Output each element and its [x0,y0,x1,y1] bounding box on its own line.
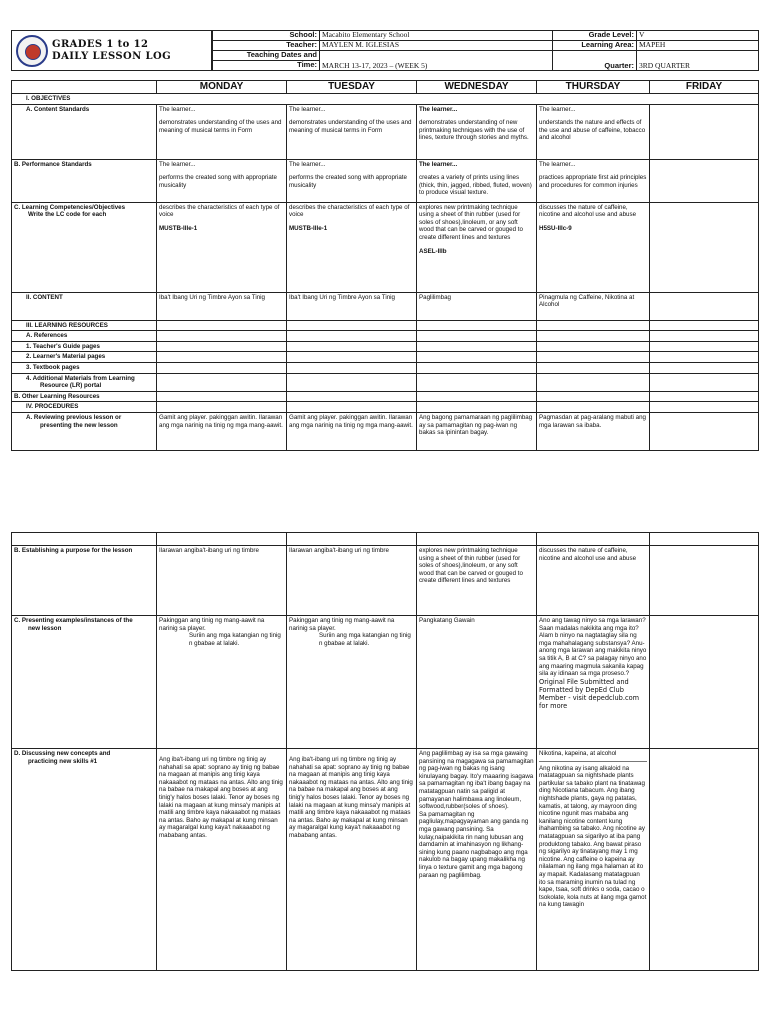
lc-monday: describes the characteristics of each type of voice MUSTB-IIIe-1 [157,202,287,292]
objectives-label: I. OBJECTIVES [12,94,759,105]
review-thursday: Pagmasdan at pag-aralang mabuti ang mga larawan sa ibaba. [537,412,650,450]
cs-wednesday: The learner... demonstrates understanding of new printmaking techniques with the use of lines, texture through stories and myths. [417,104,537,159]
performance-standards-label: B. Performance Standards [12,159,157,202]
content-tuesday: Iba't Ibang Uri ng Timbre Ayon sa Tinig [287,292,417,320]
header-info-table [212,30,759,71]
discussing-monday: Ang iba't-ibang uri ng timbre ng tinig ay nahahati sa apat: soprano ay tinig ng babae na magaan at manipis ang tinig kaya nakaaabot ng mataas na antas. Alto ang tinig na babae na makapal ang boses at ang tinig'y halos boses lalaki. Tenor ay boses ng lalaki na magaan at kung minsa'y manipis at matili ang timbre kaya nakaaabot ng mataas na antas. Baho ay makapal at kung minsan ay magaralgal kung kaya't nakaaabot ng mababang antas. [157,749,287,971]
resources-label: III. LEARNING RESOURCES [12,320,157,331]
other-resources-label: B. Other Learning Resources [12,391,157,402]
grade-value: V [637,31,759,41]
ps-thursday: The learner... practices appropriate first aid principles and procedures for common injuries [537,159,650,202]
presenting-label: C. Presenting examples/instances of the new lesson [12,616,157,749]
purpose-thursday: discusses the nature of caffeine, nicotine and alcohol use and abuse [537,546,650,616]
ps-friday [650,159,759,202]
logo-line2: DAILY LESSON LOG [52,51,172,62]
cs-friday [650,104,759,159]
lm-pages-label: 2. Learner's Material pages [12,352,157,363]
lc-thursday: discusses the nature of caffeine, nicotine and alcohol use and abuse H5SU-IIIc-9 [537,202,650,292]
references-label: A. References [12,331,157,342]
cs-tuesday: The learner... demonstrates understanding of the uses and meaning of musical terms in Form [287,104,417,159]
day-thursday: THURSDAY [537,81,650,94]
lesson-log-header [11,30,758,71]
quarter-label: Quarter: [553,51,637,71]
logo-title [52,39,171,63]
lc-wednesday: explores new printmaking technique using a sheet of thin rubber (used for soles of shoes),linoleum, or any soft wood that can be carved or gouged to create different lines and textures ASEL-IIIb [417,202,537,292]
teacher-value: MAYLEN M. IGLESIAS [320,41,553,51]
quarter-value: 3RD QUARTER [637,51,759,71]
deped-seal-icon [16,35,48,67]
dates-value: MARCH 13-17, 2023 – (WEEK 5) [320,51,553,71]
logo-line1: GRADES 1 to 12 [52,39,149,50]
review-tuesday: Gamit ang player. pakinggan awitin. Ilarawan ang mga narinig na tinig ng mga mang-aawit. [287,412,417,450]
day-tuesday: TUESDAY [287,81,417,94]
dates-label2: Time: [213,61,320,71]
presenting-monday: Pakinggan ang tinig ng mang-aawit na narinig sa player. Suriin ang mga katangian ng tinig n gbabae at lalaki. [157,616,287,749]
content-thursday: Pinagmula ng Caffeine, Nikotina at Alcohol [537,292,650,320]
review-monday: Gamit ang player. pakinggan awitin. Ilarawan ang mga narinig na tinig ng mga mang-aawit. [157,412,287,450]
school-label: School: [213,31,320,41]
additional-materials-label: 4. Additional Materials from Learning Resource (LR) portal [12,373,157,391]
presenting-wednesday: Pangkatang Gawain [417,616,537,749]
content-monday: Iba't Ibang Uri ng Timbre Ayon sa Tinig [157,292,287,320]
presenting-friday [650,616,759,749]
lesson-table-page2 [11,532,759,971]
logo-box [11,30,212,71]
tg-pages-label: 1. Teacher's Guide pages [12,341,157,352]
discussing-label: D. Discussing new concepts and practicing new skills #1 [12,749,157,971]
lc-tuesday: describes the characteristics of each type of voice MUSTB-IIIe-1 [287,202,417,292]
purpose-wednesday: explores new printmaking technique using a sheet of thin rubber (used for soles of shoes),linoleum, or any soft wood that can be carved or gouged to create different lines and textures [417,546,537,616]
presenting-thursday: Ano ang tawag ninyo sa mga larawan? Saan madalas nakikita ang mga ito? Alam b ninyo na nagtataglay sila ng mga mahahalagang substansya? Anu-anong mga larawan ang makikita ninyo sa titik A, B at C? sa palagay ninyo ano ang maaring magmula sakanila kapag sila ay idinaan sa mga proseso.? Original File Submitted and Formatted by DepEd Club Member - visit depedclub.com for more [537,616,650,749]
lc-friday [650,202,759,292]
content-standards-label: A. Content Standards [12,104,157,159]
competencies-label: C. Learning Competencies/Objectives Write the LC code for each [12,202,157,292]
cs-monday: The learner... demonstrates understanding of the uses and meaning of musical terms in Form [157,104,287,159]
area-label: Learning Area: [553,41,637,51]
ps-wednesday: The learner... creates a variety of prints using lines (thick, thin, jagged, ribbed, fluted, woven) to produce visual texture. [417,159,537,202]
day-monday: MONDAY [157,81,287,94]
purpose-monday: Ilarawan angiba't-ibang uri ng timbre [157,546,287,616]
dates-label1: Teaching Dates and [213,51,320,61]
ps-monday: The learner... performs the created song with appropriate musicality [157,159,287,202]
cs-thursday: The learner... understands the nature and effects of the use and abuse of caffeine, tobacco and alcohol [537,104,650,159]
discussing-wednesday: Ang paglilimbag ay isa sa mga gawaing pansining na magagawa sa pamamagitan ng pag-iwan ng bakas ng isang kinulayang bagay. Ito'y maaaring isagawa sa pamamagitan ng iba't ibang bagay na matatagpuan natin sa paligid at pamayanan halimbawa ang linoleum, softwood,rubber(soles of shoes). Sa pamamagitan ng pagliulay,mapagyayaman ang ganda ng mga gawang pansining. Sa kulay,naipakikita rin nang lubusan ang damdamin at imahinasyon ng likhang-sining kung paano nagbabago ang mga nakulob na bagay upang makalikha ng linya o texture gamit ang mga bagong paraan ng paglilimbag. [417,749,537,971]
discussing-tuesday: Ang iba't-ibang uri ng timbre ng tinig ay nahahati sa apat: soprano ay tinig ng babae na magaan at manipis ang tinig kaya nakaaabot ng mataas na antas. Alto ang tinig na babae na makapal ang boses at ang tinig'y halos boses lalaki. Tenor ay boses ng lalaki na magaan at kung minsa'y manipis at matili ang timbre kaya nakaaabot ng mataas na antas. Baho ay makapal at kung minsan ay magaralgal kung kaya't nakaaabot ng mababang antas. [287,749,417,971]
lesson-table-page1 [11,80,759,451]
ps-tuesday: The learner... performs the created song with appropriate musicality [287,159,417,202]
area-value: MAPEH [637,41,759,51]
discussing-friday [650,749,759,971]
grade-label: Grade Level: [553,31,637,41]
content-label: II. CONTENT [12,292,157,320]
content-friday [650,292,759,320]
review-friday [650,412,759,450]
school-value: Macabito Elementary School [320,31,553,41]
procedures-label: IV. PROCEDURES [12,402,157,413]
purpose-tuesday: Ilarawan angiba't-ibang uri ng timbre [287,546,417,616]
day-friday: FRIDAY [650,81,759,94]
day-wednesday: WEDNESDAY [417,81,537,94]
discussing-thursday: Nikotina, kapeina, at alcohol Ang nikotina ay isang alkaloid na matatagpuan sa nightshade plants partikular sa tabako plant na tinatawag ding Nicotiana tabacum. Ang ibang nightshade plants, gaya ng patatas, kamatis, at talong, ay mayroon ding nicotine ngunit mas mababa ang kanilang nicotine content kung ihahambing sa tabako. Ang nicotine ay matatagpuan sa sigarilyo at iba pang produktong tabako. Ang bawat piraso ng sigarilyo ay tinatayang may 1 mg nicotine. Ang caffeine o kapeina ay nilalaman ng ilang mga halaman at ito ay mapait. Kadalasang matatagpuan ito sa maraming inumin na tulad ng kape, tsaa, soft drinks o soda, cacao o tsokolate, kola nuts at ilang mga gamot na kung tawagin [537,749,650,971]
review-wednesday: Ang bagong pamamaraan ng paglilimbag ay sa pamamagitan ng pag-iwan ng bakas sa ipinintan bagay. [417,412,537,450]
purpose-friday [650,546,759,616]
textbook-pages-label: 3. Textbook pages [12,362,157,373]
presenting-tuesday: Pakinggan ang tinig ng mang-aawit na narinig sa player. Suriin ang mga katangian ng tinig n gbabae at lalaki. [287,616,417,749]
depedclub-note: Original File Submitted and Formatted by DepEd Club Member - visit depedclub.com for more [539,677,640,710]
corner-cell [12,81,157,94]
teacher-label: Teacher: [213,41,320,51]
purpose-label: B. Establishing a purpose for the lesson [12,546,157,616]
review-label: A. Reviewing previous lesson or presenting the new lesson [12,412,157,450]
content-wednesday: Paglilimbag [417,292,537,320]
